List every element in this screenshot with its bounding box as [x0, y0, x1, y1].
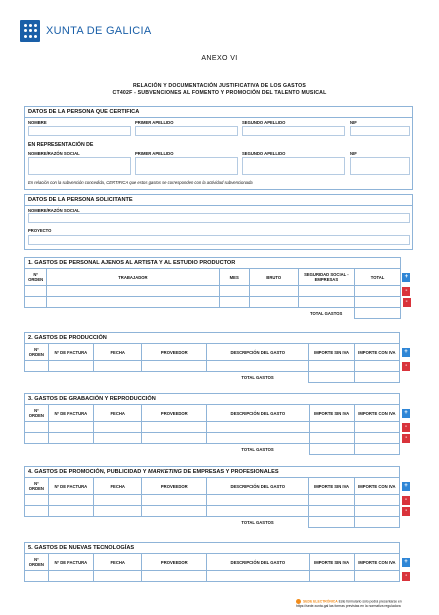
remove-row-button[interactable]: - — [402, 572, 410, 581]
col-importe-sin-iva: IMPORTE SIN IVA — [309, 554, 354, 571]
logo-text: XUNTA DE GALICIA — [46, 25, 152, 37]
col-importe-sin-iva: IMPORTE SIN IVA — [309, 478, 354, 495]
col-fecha: FECHA — [93, 405, 142, 422]
apellido2b-label: SEGUNDO APELLIDO — [242, 151, 286, 156]
table-row — [25, 506, 413, 517]
razon-social-field[interactable] — [28, 157, 131, 175]
remove-row-button[interactable]: - — [402, 434, 410, 443]
apellido2-field[interactable] — [242, 126, 345, 136]
col-importe-con-iva: IMPORTE CON IVA — [354, 405, 399, 422]
col-proveedor: PROVEEDOR — [142, 554, 207, 571]
certifier-title: DATOS DE LA PERSONA QUE CERTIFICA — [25, 107, 412, 118]
anexo-title: ANEXO VI — [201, 55, 238, 62]
footer-note: SEDE ELECTRÓNICA Este formulario sólo podrá presentarse en https://sede.xunta.gal las formas previstas en la normativa reguladora — [296, 599, 402, 608]
col-seguridad-social: SEGURIDAD SOCIAL - EMPRESAS — [298, 269, 355, 286]
remove-row-button[interactable]: - — [402, 362, 410, 371]
section2-table — [24, 332, 413, 383]
section2-title: 2. GASTOS DE PRODUCCIÓN — [25, 333, 400, 344]
section5-table — [24, 542, 413, 582]
total-sin-iva-value[interactable] — [309, 372, 354, 383]
col-importe-con-iva: IMPORTE CON IVA — [354, 478, 399, 495]
table-row — [25, 361, 413, 372]
col-descripcion: DESCRIPCIÓN DEL GASTO — [207, 344, 309, 361]
remove-row-button[interactable]: - — [402, 287, 410, 296]
total-gastos-value[interactable] — [355, 308, 401, 319]
remove-row-button[interactable]: - — [402, 423, 410, 432]
table-row — [25, 495, 413, 506]
xunta-logo — [20, 20, 151, 42]
representacion-label: EN REPRESENTACIÓN DE — [28, 142, 94, 148]
col-proveedor: PROVEEDOR — [142, 344, 207, 361]
remove-row-button[interactable]: - — [403, 298, 411, 307]
col-proveedor: PROVEEDOR — [142, 405, 207, 422]
col-descripcion: DESCRIPCIÓN DEL GASTO — [207, 554, 309, 571]
apellido1-field[interactable] — [135, 126, 238, 136]
nifb-label: NIF — [350, 151, 357, 156]
total-gastos-label: TOTAL GASTOS — [241, 519, 274, 525]
remove-row-button[interactable]: - — [402, 507, 410, 516]
certifica-note: En relación con la subvención concedida, CERTIFICA que estos gastos se corresponden con la actividad subvencionada — [28, 180, 253, 185]
nif-label: NIF — [350, 120, 357, 125]
col-importe-con-iva: IMPORTE CON IVA — [354, 344, 399, 361]
total-sin-iva-value[interactable] — [309, 517, 354, 528]
sede-link[interactable]: https://sede.xunta.gal — [296, 604, 330, 608]
applicant-section — [24, 194, 413, 250]
apellido2-label: SEGUNDO APELLIDO — [242, 120, 286, 125]
col-orden: Nº ORDEN — [25, 554, 49, 571]
col-orden: Nº ORDEN — [25, 269, 47, 286]
total-sin-iva-value[interactable] — [309, 444, 354, 455]
apellido1b-field[interactable] — [135, 157, 238, 175]
section3-table — [24, 393, 413, 455]
section5-title: 5. GASTOS DE NUEVAS TECNOLOGÍAS — [25, 543, 400, 554]
remove-row-button[interactable]: - — [402, 496, 410, 505]
col-mes: MES — [219, 269, 249, 286]
table-row — [25, 422, 413, 433]
apellido2b-field[interactable] — [242, 157, 345, 175]
apellido1b-label: PRIMER APELLIDO — [135, 151, 174, 156]
form-title: RELACIÓN Y DOCUMENTACIÓN JUSTIFICATIVA DE LOS GASTOS — [132, 83, 307, 89]
col-importe-con-iva: IMPORTE CON IVA — [354, 554, 399, 571]
table-row — [25, 433, 413, 444]
nifb-field[interactable] — [350, 157, 410, 175]
col-factura: Nº DE FACTURA — [48, 344, 93, 361]
add-row-button[interactable]: + — [402, 482, 410, 491]
table-row — [25, 571, 413, 582]
col-importe-sin-iva: IMPORTE SIN IVA — [309, 344, 354, 361]
col-proveedor: PROVEEDOR — [142, 478, 207, 495]
col-total: TOTAL — [355, 269, 401, 286]
col-descripcion: DESCRIPCIÓN DEL GASTO — [207, 405, 309, 422]
total-con-iva-value[interactable] — [354, 444, 399, 455]
proyecto-field[interactable] — [28, 235, 410, 245]
nombre-label: NOMBRE — [28, 120, 47, 125]
add-row-button[interactable]: + — [402, 273, 410, 282]
col-trabajador: TRABAJADOR — [47, 269, 219, 286]
col-importe-sin-iva: IMPORTE SIN IVA — [309, 405, 354, 422]
nif-field[interactable] — [350, 126, 410, 136]
col-factura: Nº DE FACTURA — [48, 554, 93, 571]
col-fecha: FECHA — [93, 554, 142, 571]
col-orden: Nº ORDEN — [25, 344, 49, 361]
total-gastos-label: TOTAL GASTOS — [241, 374, 274, 380]
col-factura: Nº DE FACTURA — [48, 405, 93, 422]
col-bruto: BRUTO — [249, 269, 298, 286]
sede-brand: SEDE ELECTRÓNICA — [303, 599, 338, 604]
add-row-button[interactable]: + — [402, 558, 410, 567]
col-fecha: FECHA — [93, 344, 141, 361]
col-orden: Nº ORDEN — [25, 405, 49, 422]
proyecto-label: PROYECTO — [28, 228, 52, 233]
total-gastos-label: TOTAL GASTOS — [241, 446, 274, 452]
table-row — [25, 297, 413, 308]
total-gastos-label: TOTAL GASTOS — [309, 310, 343, 316]
add-row-button[interactable]: + — [402, 409, 410, 418]
total-con-iva-value[interactable] — [354, 372, 399, 383]
applicant-razon-field[interactable] — [28, 213, 410, 223]
apellido1-label: PRIMER APELLIDO — [135, 120, 174, 125]
col-factura: Nº DE FACTURA — [48, 478, 93, 495]
col-fecha: FECHA — [93, 478, 141, 495]
total-con-iva-value[interactable] — [354, 517, 399, 528]
xunta-emblem-icon — [20, 20, 40, 42]
applicant-razon-label: NOMBRE/RAZÓN SOCIAL — [28, 208, 80, 213]
table-row — [25, 286, 413, 297]
certifier-section — [24, 106, 413, 190]
section1-title: 1. GASTOS DE PERSONAL AJENOS AL ARTISTA Y AL ESTUDIO PRODUCTOR — [25, 258, 401, 269]
nombre-field[interactable] — [28, 126, 131, 136]
section4-table — [24, 466, 413, 528]
section4-title: 4. GASTOS DE PROMOCIÓN, PUBLICIDAD Y MARKETING DE EMPRESAS Y PROFESIONALES — [25, 467, 400, 478]
col-descripcion: DESCRIPCIÓN DEL GASTO — [207, 478, 309, 495]
add-row-button[interactable]: + — [402, 348, 410, 357]
section3-title: 3. GASTOS DE GRABACIÓN Y REPRODUCCIÓN — [25, 394, 400, 405]
applicant-title: DATOS DE LA PERSONA SOLICITANTE — [25, 195, 412, 206]
section1-table — [24, 257, 413, 319]
razon-social-label: NOMBRE/RAZÓN SOCIAL — [28, 151, 80, 156]
form-subtitle: CT402F - SUBVENCIONES AL FOMENTO Y PROMOCIÓN DEL TALENTO MUSICAL — [112, 90, 327, 96]
col-orden: Nº ORDEN — [25, 478, 49, 495]
